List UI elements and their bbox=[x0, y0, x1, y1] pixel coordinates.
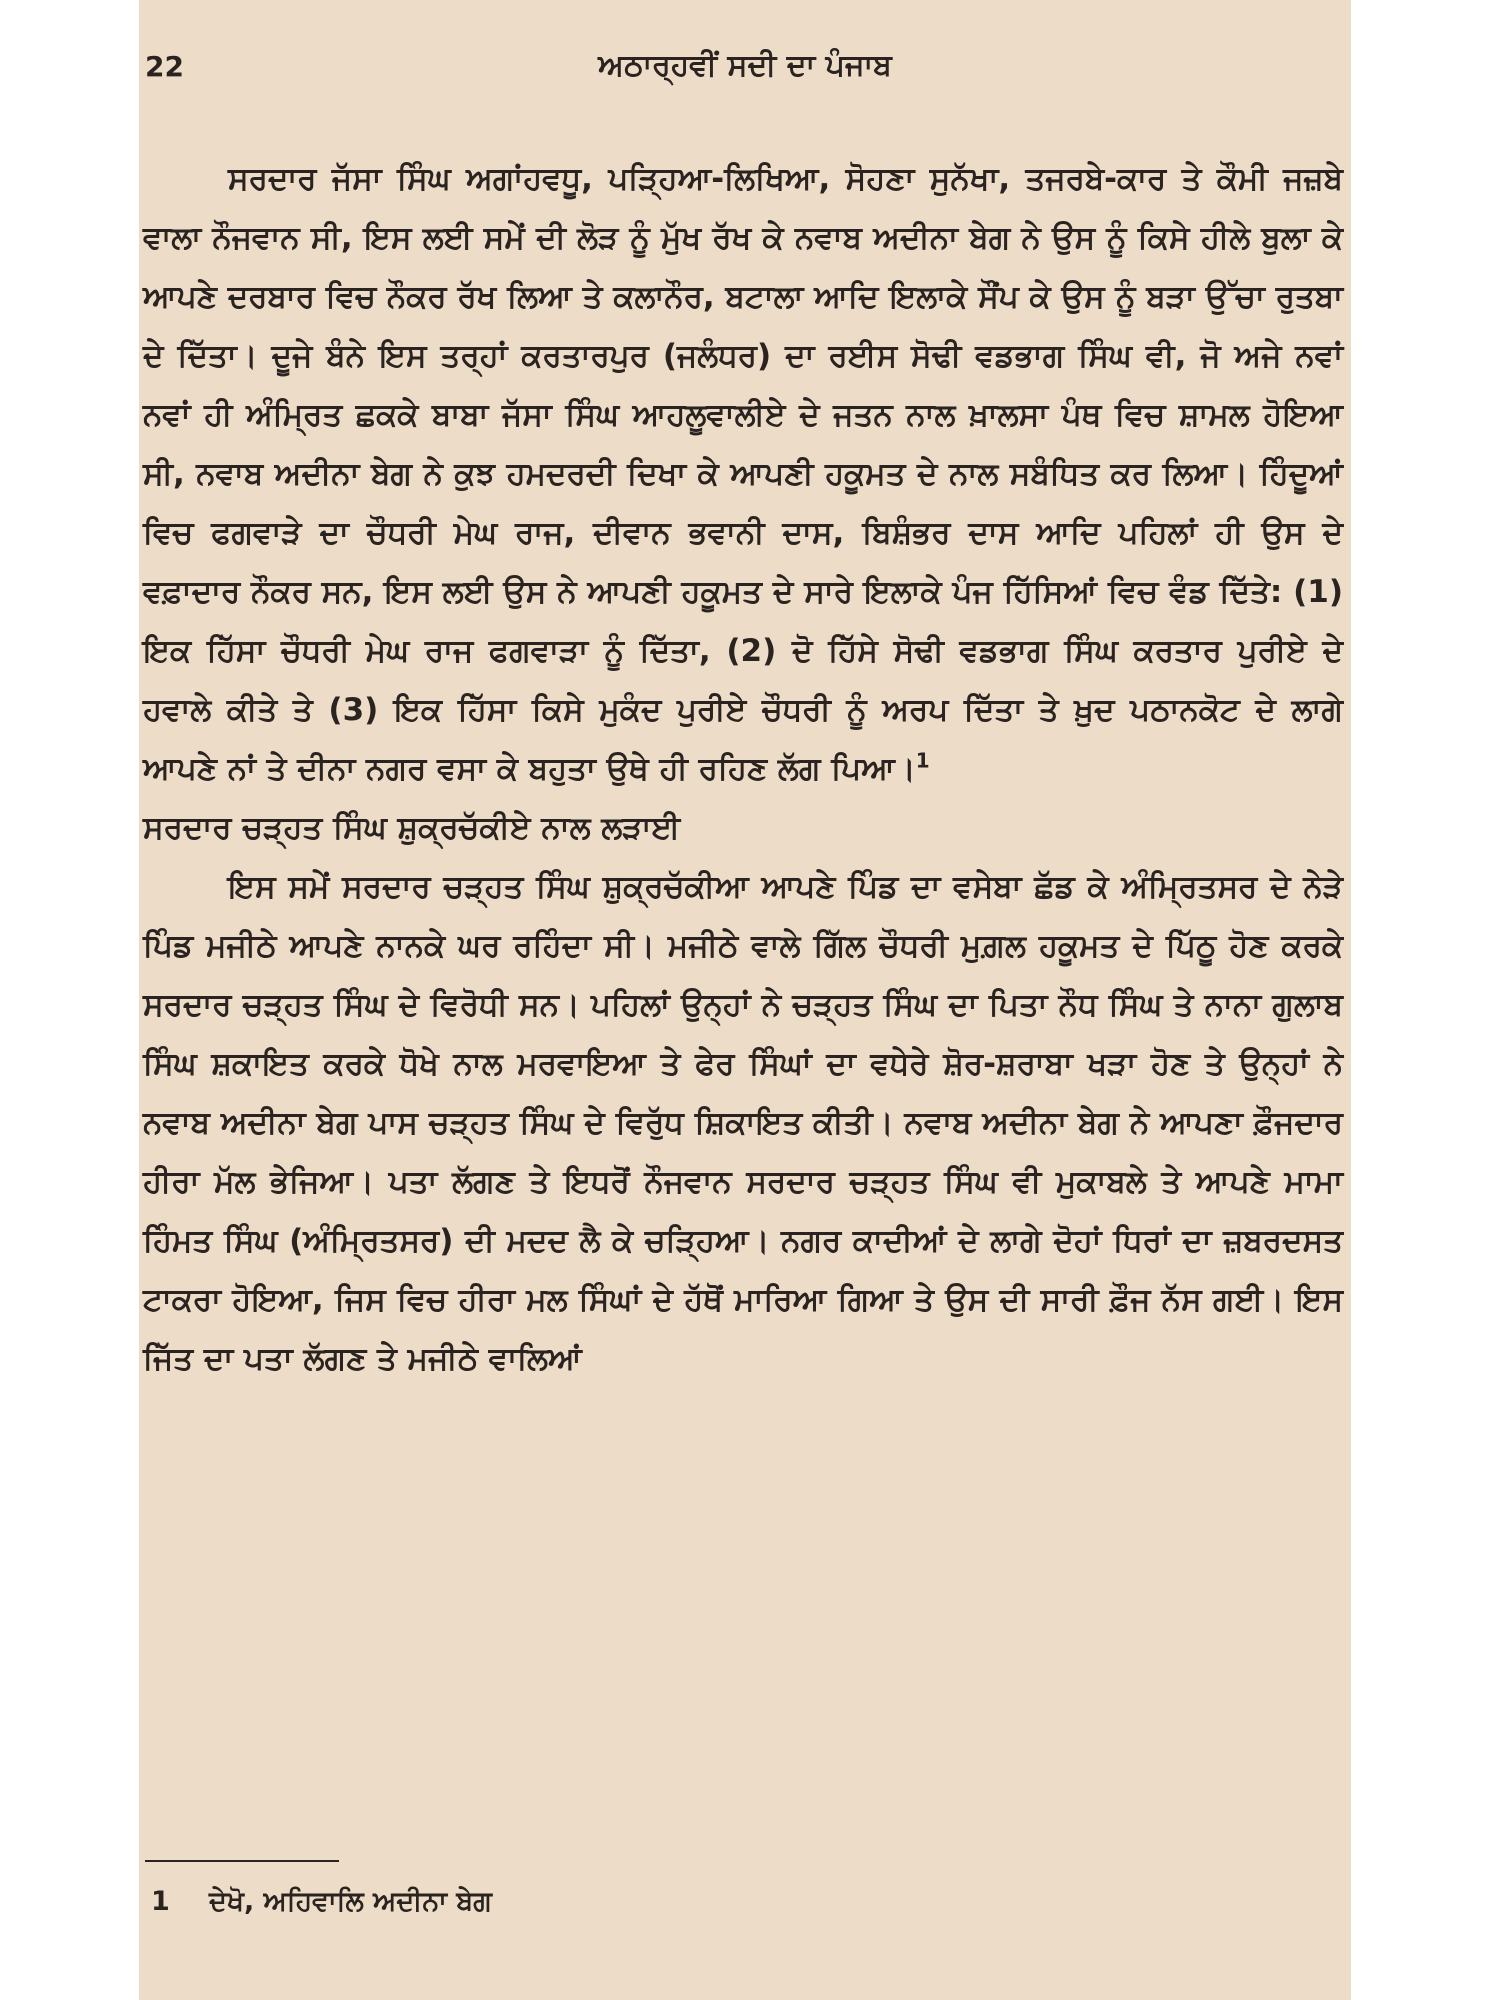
body-text bbox=[143, 150, 1343, 1389]
book-page bbox=[139, 0, 1351, 2000]
running-header bbox=[139, 48, 1351, 88]
footnote-number: 1 bbox=[151, 1886, 170, 1917]
paragraph: ਇਸ ਸਮੇਂ ਸਰਦਾਰ ਚੜ੍ਹਤ ਸਿੰਘ ਸ਼ੁਕ੍ਰਚੱਕੀਆ ਆਪਣੇ ਪਿੰਡ ਦਾ ਵਸੇਬਾ ਛੱਡ ਕੇ ਅੰਮ੍ਰਿਤਸਰ ਦੇ ਨੇੜੇ ਪਿੰਡ ਮਜੀਠੇ ਆਪਣੇ ਨਾਨਕੇ ਘਰ ਰਹਿੰਦਾ ਸੀ। ਮਜੀਠੇ ਵਾਲੇ ਗਿੱਲ ਚੌਧਰੀ ਮੁਗ਼ਲ ਹਕੂਮਤ ਦੇ ਪਿੱਠੂ ਹੋਣ ਕਰਕੇ ਸਰਦਾਰ ਚੜ੍ਹਤ ਸਿੰਘ ਦੇ ਵਿਰੋਧੀ ਸਨ। ਪਹਿਲਾਂ ਉਨ੍ਹਾਂ ਨੇ ਚੜ੍ਹਤ ਸਿੰਘ ਦਾ ਪਿਤਾ ਨੌਧ ਸਿੰਘ ਤੇ ਨਾਨਾ ਗੁਲਾਬ ਸਿੰਘ ਸ਼ਕਾਇਤ ਕਰਕੇ ਧੋਖੇ ਨਾਲ ਮਰਵਾਇਆ ਤੇ ਫੇਰ ਸਿੰਘਾਂ ਦਾ ਵਧੇਰੇ ਸ਼ੋਰ-ਸ਼ਰਾਬਾ ਖੜਾ ਹੋਣ ਤੇ ਉਨ੍ਹਾਂ ਨੇ ਨਵਾਬ ਅਦੀਨਾ ਬੇਗ ਪਾਸ ਚੜ੍ਹਤ ਸਿੰਘ ਦੇ ਵਿਰੁੱਧ ਸ਼ਿਕਾਇਤ ਕੀਤੀ। ਨਵਾਬ ਅਦੀਨਾ ਬੇਗ ਨੇ ਆਪਣਾ ਫ਼ੌਜਦਾਰ ਹੀਰਾ ਮੱਲ ਭੇਜਿਆ। ਪਤਾ ਲੱਗਣ ਤੇ ਇਧਰੋਂ ਨੌਜਵਾਨ ਸਰਦਾਰ ਚੜ੍ਹਤ ਸਿੰਘ ਵੀ ਮੁਕਾਬਲੇ ਤੇ ਆਪਣੇ ਮਾਮਾ ਹਿੰਮਤ ਸਿੰਘ (ਅੰਮ੍ਰਿਤਸਰ) ਦੀ ਮਦਦ ਲੈ ਕੇ ਚੜ੍ਹਿਆ। ਨਗਰ ਕਾਦੀਆਂ ਦੇ ਲਾਗੇ ਦੋਹਾਂ ਧਿਰਾਂ ਦਾ ਜ਼ਬਰਦਸਤ ਟਾਕਰਾ ਹੋਇਆ, ਜਿਸ ਵਿਚ ਹੀਰਾ ਮਲ ਸਿੰਘਾਂ ਦੇ ਹੱਥੋਂ ਮਾਰਿਆ ਗਿਆ ਤੇ ਉਸ ਦੀ ਸਾਰੀ ਫ਼ੌਜ ਨੱਸ ਗਈ। ਇਸ ਜਿੱਤ ਦਾ ਪਤਾ ਲੱਗਣ ਤੇ ਮਜੀਠੇ ਵਾਲਿਆਂ bbox=[143, 869, 1343, 1377]
footnote-reference: 1 bbox=[915, 748, 930, 773]
section-heading: ਸਰਦਾਰ ਚੜ੍ਹਤ ਸਿੰਘ ਸ਼ੁਕ੍ਰਚੱਕੀਏ ਨਾਲ ਲੜਾਈ bbox=[143, 810, 681, 846]
footnote bbox=[151, 1886, 492, 1918]
paragraph bbox=[143, 150, 1343, 799]
footnote-divider bbox=[145, 1860, 339, 1862]
page-number: 22 bbox=[145, 50, 184, 83]
paragraph-text: ਸਰਦਾਰ ਜੱਸਾ ਸਿੰਘ ਅਗਾਂਹਵਧੂ, ਪੜ੍ਹਿਆ-ਲਿਖਿਆ, ਸੋਹਣਾ ਸੁਨੱਖਾ, ਤਜਰਬੇ-ਕਾਰ ਤੇ ਕੌਮੀ ਜਜ਼ਬੇ ਵਾਲਾ ਨੌਜਵਾਨ ਸੀ, ਇਸ ਲਈ ਸਮੇਂ ਦੀ ਲੋੜ ਨੂੰ ਮੁੱਖ ਰੱਖ ਕੇ ਨਵਾਬ ਅਦੀਨਾ ਬੇਗ ਨੇ ਉਸ ਨੂੰ ਕਿਸੇ ਹੀਲੇ ਬੁਲਾ ਕੇ ਆਪਣੇ ਦਰਬਾਰ ਵਿਚ ਨੌਕਰ ਰੱਖ ਲਿਆ ਤੇ ਕਲਾਨੌਰ, ਬਟਾਲਾ ਆਦਿ ਇਲਾਕੇ ਸੌਂਪ ਕੇ ਉਸ ਨੂੰ ਬੜਾ ਉੱਚਾ ਰੁਤਬਾ ਦੇ ਦਿੱਤਾ। ਦੂਜੇ ਬੰਨੇ ਇਸ ਤਰ੍ਹਾਂ ਕਰਤਾਰਪੁਰ (ਜਲੰਧਰ) ਦਾ ਰਈਸ ਸੋਢੀ ਵਡਭਾਗ ਸਿੰਘ ਵੀ, ਜੋ ਅਜੇ ਨਵਾਂ ਨਵਾਂ ਹੀ ਅੰਮ੍ਰਿਤ ਛਕਕੇ ਬਾਬਾ ਜੱਸਾ ਸਿੰਘ ਆਹਲੂਵਾਲੀਏ ਦੇ ਜਤਨ ਨਾਲ ਖ਼ਾਲਸਾ ਪੰਥ ਵਿਚ ਸ਼ਾਮਲ ਹੋਇਆ ਸੀ, ਨਵਾਬ ਅਦੀਨਾ ਬੇਗ ਨੇ ਕੁਝ ਹਮਦਰਦੀ ਦਿਖਾ ਕੇ ਆਪਣੀ ਹਕੂਮਤ ਦੇ ਨਾਲ ਸਬੰਧਿਤ ਕਰ ਲਿਆ। ਹਿੰਦੂਆਂ ਵਿਚ ਫਗਵਾੜੇ ਦਾ ਚੌਧਰੀ ਮੇਘ ਰਾਜ, ਦੀਵਾਨ ਭਵਾਨੀ ਦਾਸ, ਬਿਸ਼ੰਭਰ ਦਾਸ ਆਦਿ ਪਹਿਲਾਂ ਹੀ ਉਸ ਦੇ ਵਫ਼ਾਦਾਰ ਨੌਕਰ ਸਨ, ਇਸ ਲਈ ਉਸ ਨੇ ਆਪਣੀ ਹਕੂਮਤ ਦੇ ਸਾਰੇ ਇਲਾਕੇ ਪੰਜ ਹਿੱਸਿਆਂ ਵਿਚ ਵੰਡ ਦਿੱਤੇ: (1) ਇਕ ਹਿੱਸਾ ਚੌਧਰੀ ਮੇਘ ਰਾਜ ਫਗਵਾੜਾ ਨੂੰ ਦਿੱਤਾ, (2) ਦੋ ਹਿੱਸੇ ਸੋਢੀ ਵਡਭਾਗ ਸਿੰਘ ਕਰਤਾਰ ਪੁਰੀਏ ਦੇ ਹਵਾਲੇ ਕੀਤੇ ਤੇ (3) ਇਕ ਹਿੱਸਾ ਕਿਸੇ ਮੁਕੰਦ ਪੁਰੀਏ ਚੌਧਰੀ ਨੂੰ ਅਰਪ ਦਿੱਤਾ ਤੇ ਖ਼ੁਦ ਪਠਾਨਕੋਟ ਦੇ ਲਾਗੇ ਆਪਣੇ ਨਾਂ ਤੇ ਦੀਨਾ ਨਗਰ ਵਸਾ ਕੇ ਬਹੁਤਾ ਉਥੇ ਹੀ ਰਹਿਣ ਲੱਗ ਪਿਆ। bbox=[143, 161, 1343, 787]
footnote-text: ਦੇਖੋ, ਅਹਿਵਾਲਿ ਅਦੀਨਾ ਬੇਗ bbox=[209, 1886, 492, 1917]
running-title: ਅਠਾਰ੍ਹਵੀਂ ਸਦੀ ਦਾ ਪੰਜਾਬ bbox=[598, 48, 892, 83]
